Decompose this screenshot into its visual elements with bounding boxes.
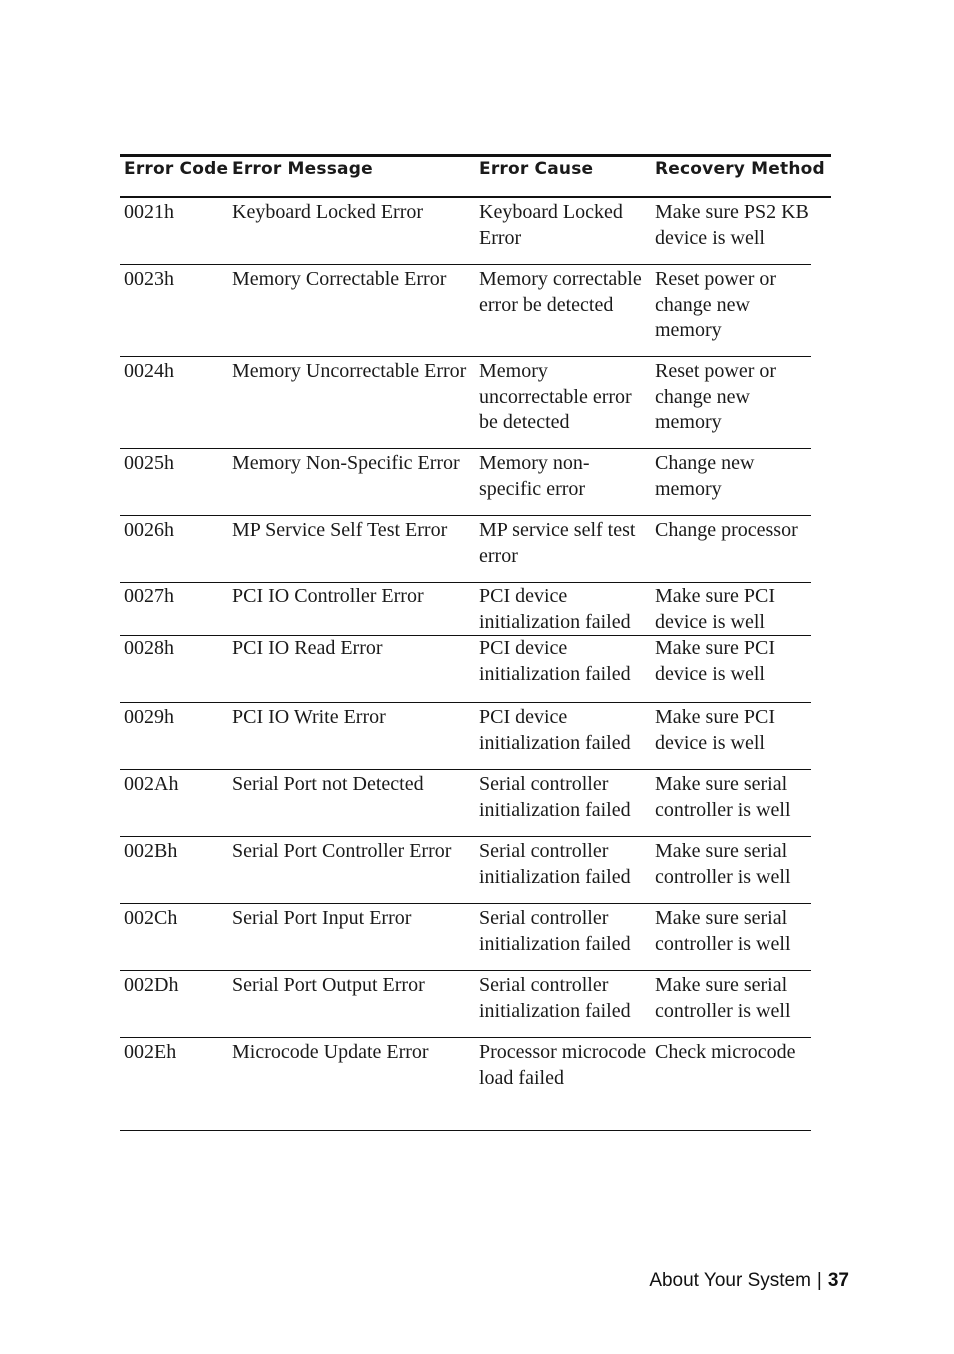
error-code-cell: 0025h [124, 452, 174, 474]
error-code-cell: 0027h [124, 585, 174, 607]
error-table [120, 198, 811, 1131]
recovery-method-cell: Make sure PCI device is well [655, 585, 775, 633]
recovery-method-cell: Make sure serial controller is well [655, 840, 791, 888]
error-cause-cell: Memory non-specific error [479, 452, 590, 500]
error-message-cell: Microcode Update Error [232, 1041, 429, 1063]
recovery-method-cell: Check microcode [655, 1041, 796, 1063]
recovery-method-cell: Reset power or change new memory [655, 268, 777, 341]
recovery-method-cell: Make sure serial controller is well [655, 974, 791, 1022]
error-cause-cell: MP service self test error [479, 519, 636, 567]
table-row [120, 837, 811, 904]
error-code-cell: 002Ch [124, 907, 178, 929]
recovery-method-cell: Make sure serial controller is well [655, 907, 791, 955]
error-code-cell: 0028h [124, 637, 174, 659]
error-message-cell: PCI IO Read Error [232, 637, 383, 659]
table-row [120, 703, 811, 770]
table-row [120, 265, 811, 357]
table-row [120, 583, 811, 636]
table-top-rule [120, 154, 831, 157]
recovery-method-cell: Change processor [655, 519, 798, 541]
error-message-cell: Memory Non-Specific Error [232, 452, 460, 474]
error-cause-cell: PCI device initialization failed [479, 706, 631, 754]
recovery-method-cell: Make sure PCI device is well [655, 637, 775, 685]
error-code-cell: 0026h [124, 519, 174, 541]
header-error-cause: Error Cause [479, 159, 594, 179]
table-row [120, 357, 811, 449]
error-cause-cell: Serial controller initialization failed [479, 840, 631, 888]
error-cause-cell: Memory uncorrectable error be detected [479, 360, 632, 433]
table-row [120, 971, 811, 1038]
error-cause-cell: Processor microcode load failed [479, 1041, 647, 1089]
error-message-cell: PCI IO Controller Error [232, 585, 424, 607]
table-row [120, 904, 811, 971]
error-code-cell: 0024h [124, 360, 174, 382]
table-row [120, 770, 811, 837]
table-row [120, 516, 811, 583]
error-code-cell: 002Eh [124, 1041, 177, 1063]
recovery-method-cell: Make sure PS2 KB device is well [655, 201, 809, 249]
error-message-cell: MP Service Self Test Error [232, 519, 448, 541]
error-message-cell: Serial Port Controller Error [232, 840, 452, 862]
header-error-code: Error Code [124, 159, 229, 179]
table-row [120, 636, 811, 703]
page-number: 37 [827, 1270, 849, 1291]
header-error-message: Error Message [232, 159, 373, 179]
error-cause-cell: Keyboard Locked Error [479, 201, 623, 249]
error-message-cell: PCI IO Write Error [232, 706, 386, 728]
footer-separator: | [816, 1270, 822, 1291]
error-cause-cell: Serial controller initialization failed [479, 773, 631, 821]
table-row [120, 449, 811, 516]
page-footer [649, 1270, 849, 1292]
footer-section-title: About Your System [649, 1270, 811, 1291]
error-cause-cell: Serial controller initialization failed [479, 974, 631, 1022]
error-code-cell: 0021h [124, 201, 174, 223]
recovery-method-cell: Make sure PCI device is well [655, 706, 775, 754]
error-message-cell: Memory Correctable Error [232, 268, 447, 290]
error-message-cell: Serial Port Input Error [232, 907, 412, 929]
error-code-cell: 0029h [124, 706, 174, 728]
recovery-method-cell: Make sure serial controller is well [655, 773, 791, 821]
error-message-cell: Serial Port Output Error [232, 974, 425, 996]
error-message-cell: Keyboard Locked Error [232, 201, 424, 223]
error-cause-cell: PCI device initialization failed [479, 585, 631, 633]
error-cause-cell: Serial controller initialization failed [479, 907, 631, 955]
recovery-method-cell: Change new memory [655, 452, 755, 500]
error-code-cell: 002Dh [124, 974, 179, 996]
error-code-cell: 002Bh [124, 840, 178, 862]
error-code-cell: 002Ah [124, 773, 179, 795]
error-cause-cell: PCI device initialization failed [479, 637, 631, 685]
error-message-cell: Serial Port not Detected [232, 773, 424, 795]
error-message-cell: Memory Uncorrectable Error [232, 360, 467, 382]
recovery-method-cell: Reset power or change new memory [655, 360, 777, 433]
error-cause-cell: Memory correctable error be detected [479, 268, 642, 316]
table-row [120, 198, 811, 265]
error-code-cell: 0023h [124, 268, 174, 290]
table-row [120, 1038, 811, 1131]
header-recovery-method: Recovery Method [655, 159, 825, 179]
